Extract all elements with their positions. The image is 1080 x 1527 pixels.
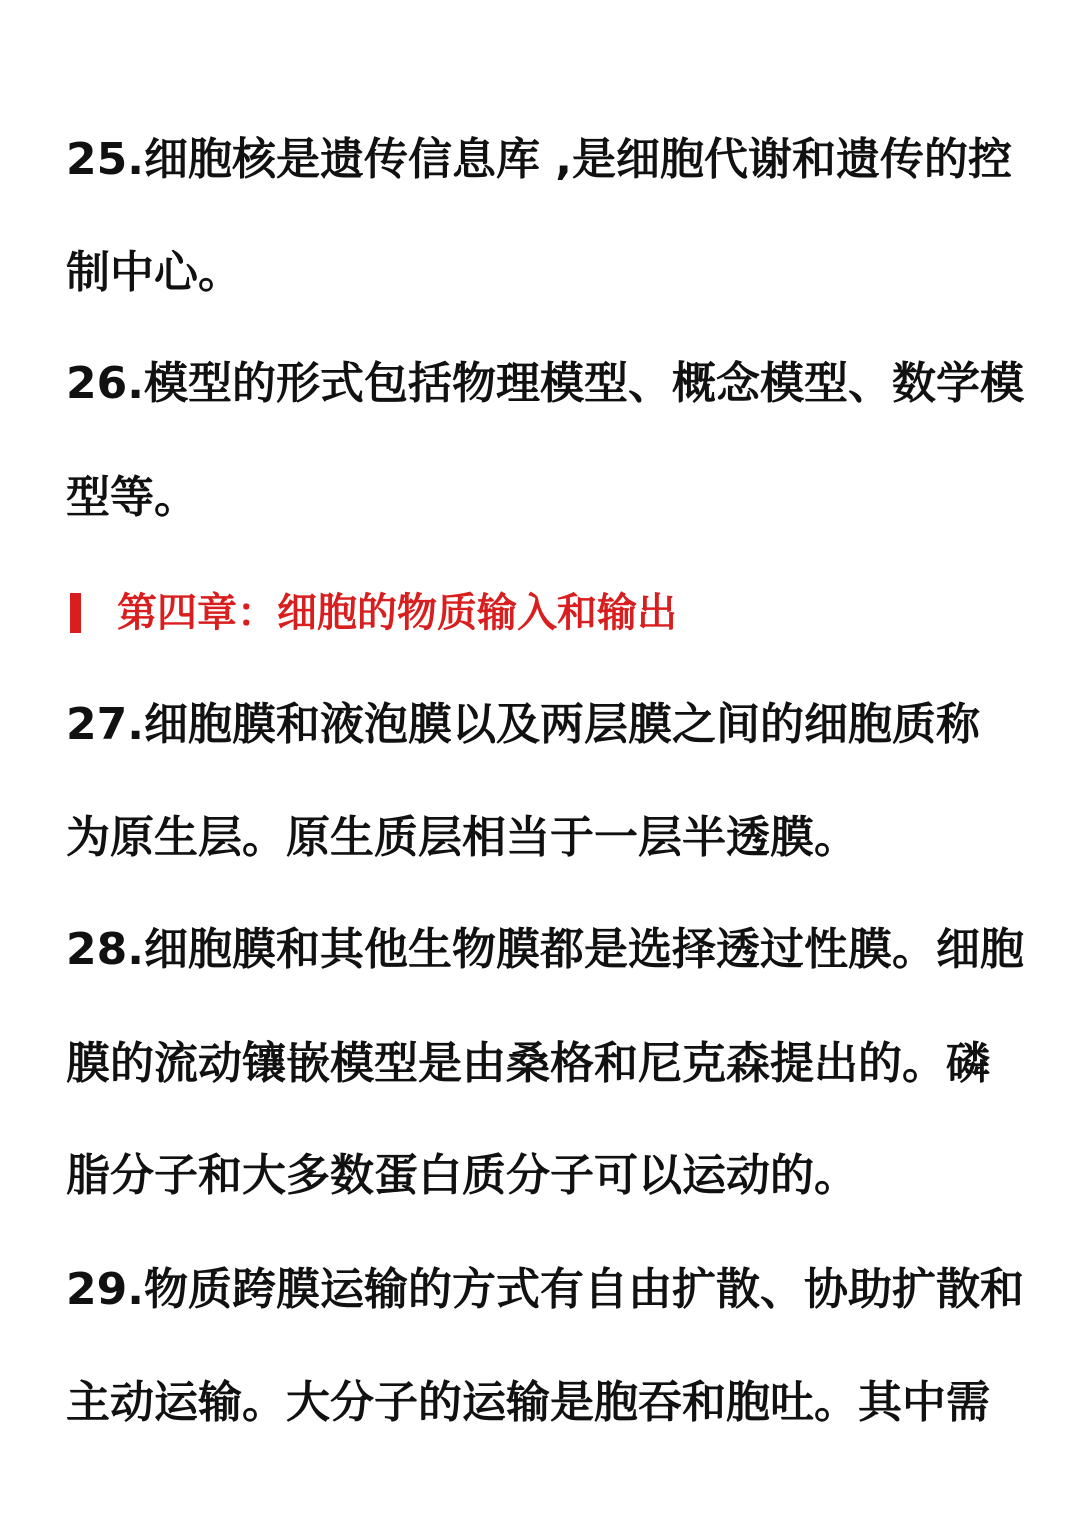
item-26-line-2: 型等。 — [66, 472, 198, 523]
item-28-line-3: 脂分子和大多数蛋白质分子可以运动的。 — [66, 1150, 858, 1201]
item-25-line-2: 制中心。 — [66, 247, 242, 298]
item-25-line-1: 25.细胞核是遗传信息库 ,是细胞代谢和遗传的控 — [66, 134, 1012, 185]
chapter-heading — [70, 588, 677, 638]
item-26-line-1: 26.模型的形式包括物理模型、概念模型、数学模 — [66, 358, 1024, 409]
item-29-line-1: 29.物质跨膜运输的方式有自由扩散、协助扩散和 — [66, 1264, 1024, 1315]
heading-accent-bar — [70, 593, 81, 633]
item-27-line-2: 为原生层。原生质层相当于一层半透膜。 — [66, 812, 858, 863]
chapter-heading-text: 第四章：细胞的物质输入和输出 — [117, 590, 677, 636]
item-27-line-1: 27.细胞膜和液泡膜以及两层膜之间的细胞质称 — [66, 699, 980, 750]
item-29-line-2: 主动运输。大分子的运输是胞吞和胞吐。其中需 — [66, 1377, 990, 1428]
item-28-line-1: 28.细胞膜和其他生物膜都是选择透过性膜。细胞 — [66, 924, 1024, 975]
item-28-line-2: 膜的流动镶嵌模型是由桑格和尼克森提出的。磷 — [66, 1038, 990, 1089]
